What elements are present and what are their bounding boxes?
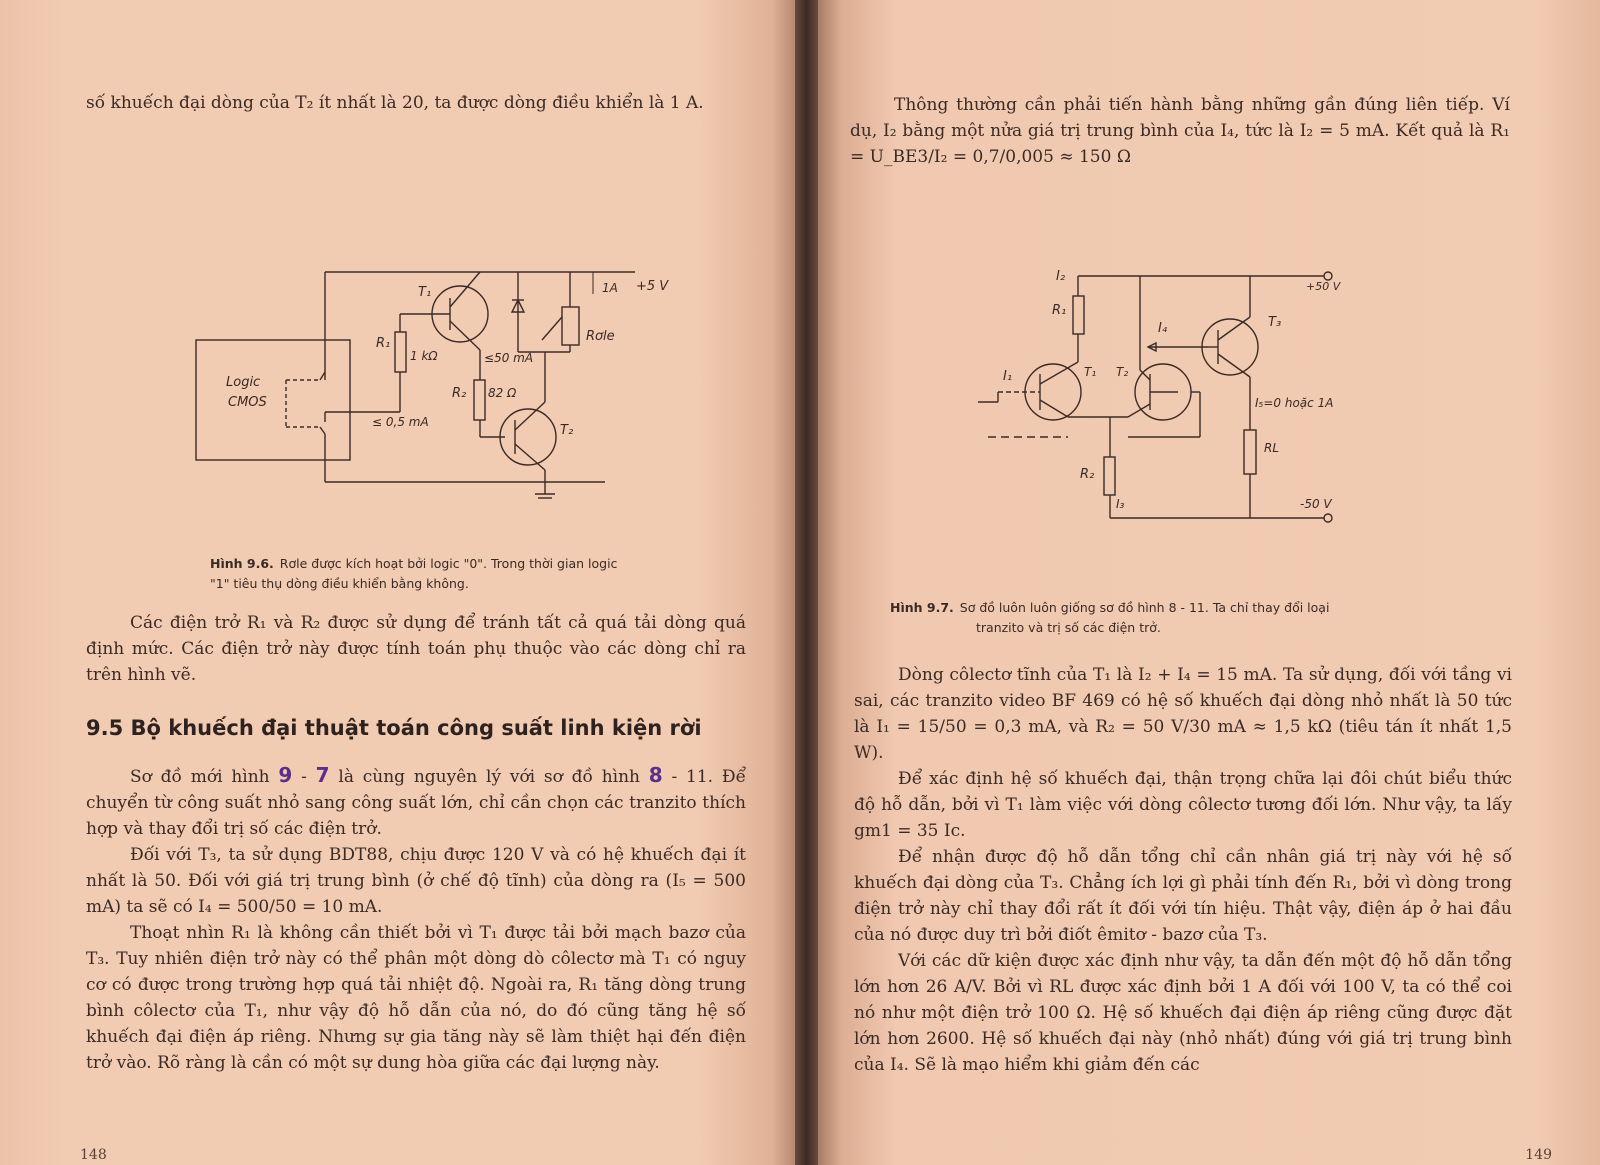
- svg-text:T₂: T₂: [560, 423, 574, 438]
- svg-text:R₂: R₂: [452, 386, 467, 401]
- left-paragraph-2: Sơ đồ mới hình 9 - 7 là cùng nguyên lý với sơ đồ hình 8 - 11. Để chuyển từ công suất nhỏ sang công suất lớn, chỉ cần chọn các tranzito thích hợp và thay đổi trị số các điện trở. Đối với T₃, ta sử dụng BDT88, chịu được 120 V và có hệ khuếch đại ít nhất là 50. Đối với giá trị trung bình (ở chế độ tĩnh) của dòng ra (I₅ = 500 mA) ta sẽ có I₄ = 500/50 = 10 mA. Thoạt nhìn R₁ là không cần thiết bởi vì T₁ được tải bởi mạch bazơ của T₃. Tuy nhiên điện trở này có thể phân một dòng dò côlectơ mà T₁ có nguy cơ có được trong trường hợp quá tải nhiệt độ. Ngoài ra, R₁ tăng dòng trung bình côlectơ của T₁, như vậy độ hỗ dẫn của nó, do đó cũng tăng hệ số khuếch đại điện áp riêng. Nhưng sự gia tăng này sẽ làm thiệt hại đến điện trở vào. Rõ ràng là cần có một sự dung hòa giữa các đại lượng này.: [86, 762, 746, 1076]
- right-top-paragraph: Thông thường cần phải tiến hành bằng những gần đúng liên tiếp. Ví dụ, I₂ bằng một nửa giá trị trung bình của I₄, tức là I₂ = 5 mA. Kết quả là R₁ = U_BE3/I₂ = 0,7/0,005 ≈ 150 Ω: [850, 95, 1510, 167]
- handwritten-figure-number: 9: [278, 763, 293, 787]
- svg-text:I₂: I₂: [1056, 269, 1066, 284]
- svg-text:T₁: T₁: [1084, 365, 1097, 379]
- left-page: [0, 0, 795, 1165]
- svg-text:CMOS: CMOS: [228, 395, 267, 410]
- right-paragraph-2: Để xác định hệ số khuếch đại, thận trọng chữa lại đôi chút biểu thức độ hỗ dẫn, bởi vì T₁ làm việc với dòng côlectơ tương đối lớn. Như vậy, ta lấy gm1 = 35 Ic.: [854, 769, 1512, 841]
- svg-text:Logic: Logic: [226, 375, 261, 390]
- svg-text:+50 V: +50 V: [1306, 280, 1341, 293]
- logic-cmos-box: [196, 340, 350, 460]
- svg-text:RL: RL: [1264, 441, 1280, 455]
- svg-text:I₃: I₃: [1116, 497, 1125, 511]
- minus-50v-terminal: [1324, 514, 1332, 522]
- figure-9-6-caption: Hình 9.6. Rơle được kích hoạt bởi logic "0". Trong thời gian logic "1" tiêu thụ dòng điều khiển bằng không.: [210, 556, 618, 591]
- svg-text:I₅=0 hoặc 1A: I₅=0 hoặc 1A: [1255, 396, 1334, 410]
- right-page-number: 149: [1525, 1147, 1552, 1163]
- left-paragraph-1: Các điện trở R₁ và R₂ được sử dụng để tránh tất cả quá tải dòng quá định mức. Các điện trở này được tính toán phụ thuộc vào các dòng chỉ ra trên hình vẽ.: [86, 613, 746, 685]
- section-heading: 9.5 Bộ khuếch đại thuật toán công suất linh kiện rời: [86, 716, 702, 740]
- svg-text:R₂: R₂: [1080, 467, 1095, 482]
- svg-text:T₁: T₁: [418, 285, 432, 300]
- figure-9-7-caption: Hình 9.7. Sơ đồ luôn luôn giống sơ đồ hình 8 - 11. Ta chỉ thay đổi loại tranzito và trị số các điện trở.: [890, 600, 1330, 635]
- handwritten-figure-subnumber: 7: [315, 763, 330, 787]
- left-top-paragraph: số khuếch đại dòng của T₂ ít nhất là 20, ta được dòng điều khiển là 1 A.: [86, 93, 704, 113]
- load-resistor-rl: [1244, 430, 1256, 474]
- left-page-number: 148: [80, 1147, 107, 1163]
- svg-text:≤50 mA: ≤50 mA: [484, 351, 534, 365]
- left-paragraph-4: Thoạt nhìn R₁ là không cần thiết bởi vì T₁ được tải bởi mạch bazơ của T₃. Tuy nhiên điện trở này có thể phân một dòng dò côlectơ mà T₁ có nguy cơ có được trong trường hợp quá tải nhiệt độ. Ngoài ra, R₁ tăng dòng trung bình côlectơ của T₁, như vậy độ hỗ dẫn của nó, do đó cũng tăng hệ số khuếch đại điện áp riêng. Nhưng sự gia tăng này sẽ làm thiệt hại đến điện trở vào. Rõ ràng là cần có một sự dung hòa giữa các đại lượng này.: [86, 923, 746, 1073]
- r1-resistor: [1073, 296, 1084, 334]
- svg-text:1A: 1A: [602, 281, 618, 295]
- svg-text:I₁: I₁: [1003, 369, 1013, 384]
- svg-text:1 kΩ: 1 kΩ: [410, 349, 438, 363]
- figure-9-7-circuit: [968, 262, 1368, 532]
- svg-text:R₁: R₁: [1052, 303, 1067, 318]
- svg-text:T₂: T₂: [1116, 365, 1129, 379]
- r2-resistor: [1104, 457, 1115, 495]
- svg-text:R₁: R₁: [376, 336, 391, 351]
- r2-resistor: [474, 380, 485, 420]
- svg-text:Rơle: Rơle: [586, 329, 615, 344]
- relay-coil: [562, 307, 579, 345]
- svg-text:82 Ω: 82 Ω: [488, 386, 517, 400]
- right-body-text: [854, 662, 1512, 1078]
- figure-9-6-circuit: [190, 262, 690, 512]
- svg-text:T₃: T₃: [1268, 315, 1282, 330]
- r1-resistor: [395, 332, 406, 372]
- handwritten-chapter-number: 8: [648, 763, 663, 787]
- svg-text:I₄: I₄: [1158, 321, 1168, 336]
- svg-text:≤ 0,5 mA: ≤ 0,5 mA: [372, 415, 429, 429]
- book-spine-gutter: [795, 0, 818, 1165]
- right-paragraph-4: Với các dữ kiện được xác định như vậy, ta dẫn đến một độ hỗ dẫn tổng lớn hơn 26 A/V. Bởi vì RL được xác định bởi 1 A đối với 100 V, ta có thể coi nó như một điện trở 100 Ω. Hệ số khuếch đại điện áp riêng cũng được đặt lớn hơn 2600. Hệ số khuếch đại này (nhỏ nhất) đúng với giá trị trung bình của I₄. Sẽ là mạo hiểm khi giảm đến các: [854, 951, 1512, 1075]
- right-paragraph-3: Để nhận được độ hỗ dẫn tổng chỉ cần nhân giá trị này với hệ số khuếch đại dòng của T₃. Chẳng ích lợi gì phải tính đến R₁, bởi vì dòng trong điện trở này chỉ thay đổi rất ít đối với tín hiệu. Thật vậy, điện áp ở hai đầu của nó được duy trì bởi điốt êmitơ - bazơ của T₃.: [854, 847, 1512, 945]
- svg-text:+5 V: +5 V: [636, 279, 669, 294]
- plus-50v-terminal: [1324, 272, 1332, 280]
- right-paragraph-1: Dòng côlectơ tĩnh của T₁ là I₂ + I₄ = 15 mA. Ta sử dụng, đối với tầng vi sai, các tranzito video BF 469 có hệ số khuếch đại dòng nhỏ nhất là 50 tức là I₁ = 15/50 = 0,3 mA, và R₂ = 50 V/30 mA ≈ 1,5 kΩ (tiêu tán ít nhất 1,5 W).: [854, 665, 1512, 763]
- left-paragraph-3: Đối với T₃, ta sử dụng BDT88, chịu được 120 V và có hệ khuếch đại ít nhất là 50. Đối với giá trị trung bình (ở chế độ tĩnh) của dòng ra (I₅ = 500 mA) ta sẽ có I₄ = 500/50 = 10 mA.: [86, 845, 746, 917]
- svg-text:-50 V: -50 V: [1300, 497, 1332, 511]
- right-page: [818, 0, 1600, 1165]
